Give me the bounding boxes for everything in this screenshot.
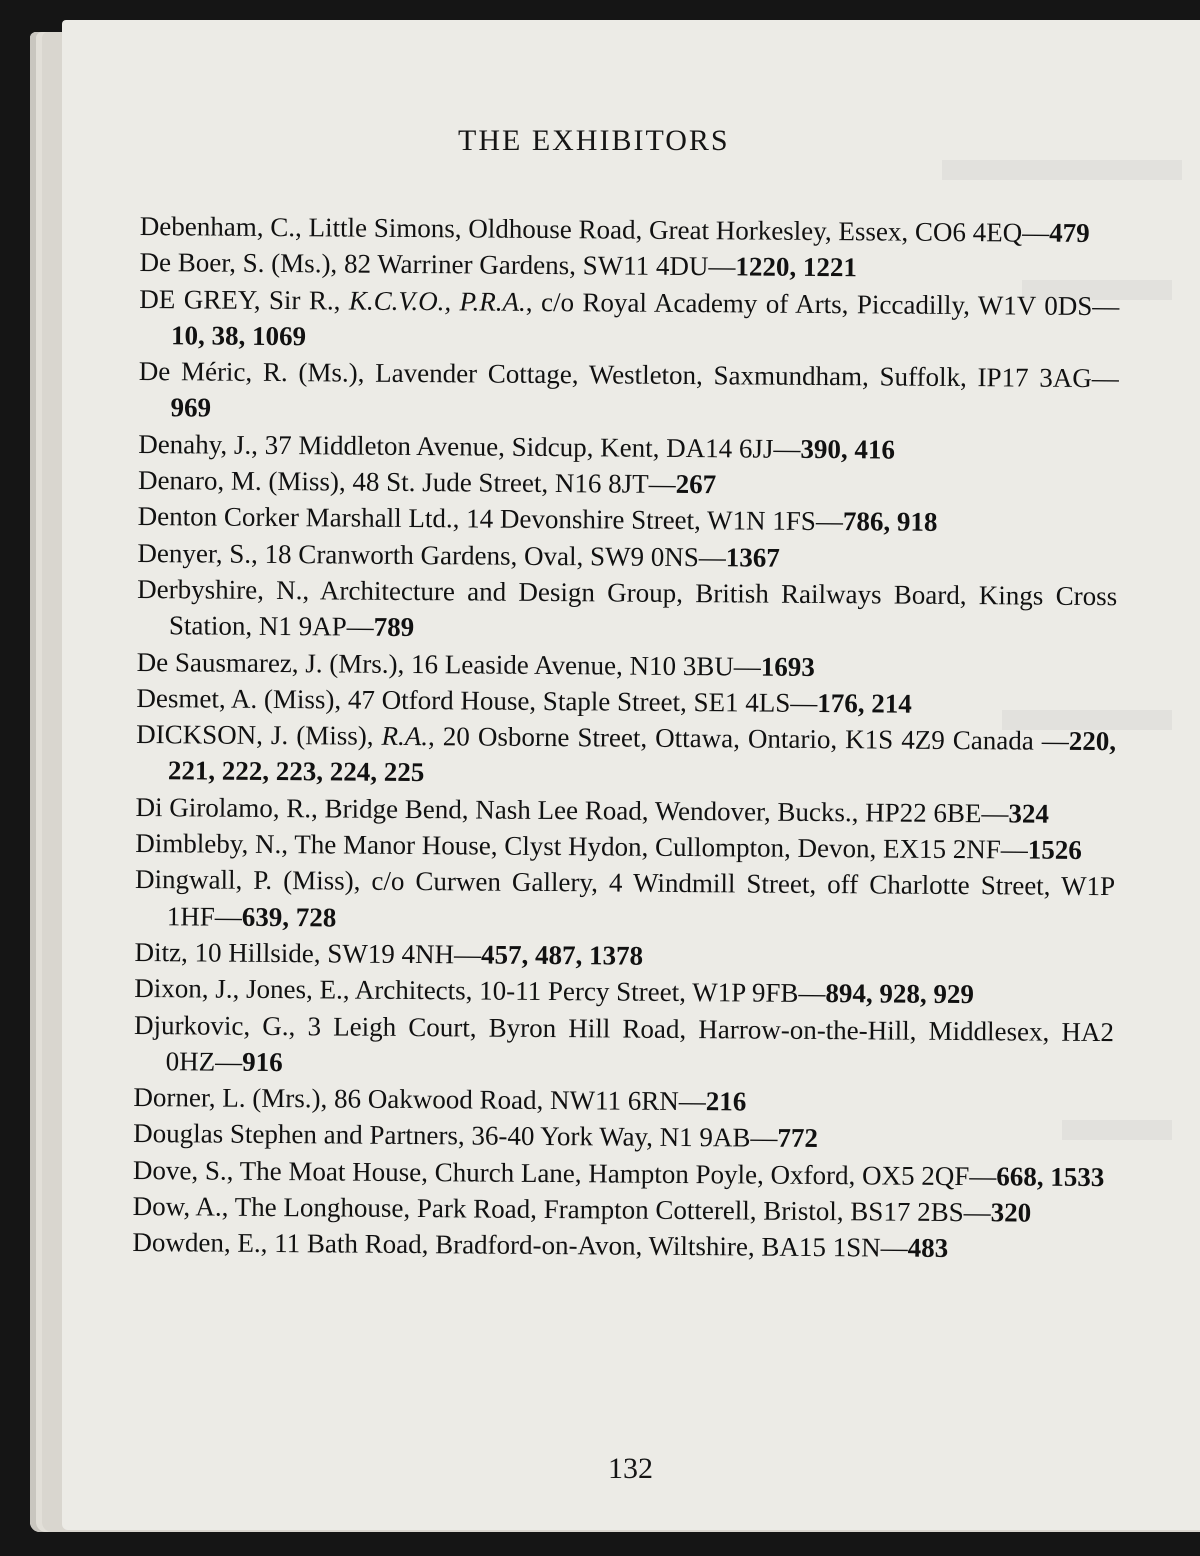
exhibitor-address: The Longhouse, Park Road, Frampton Cotterell, Bristol, BS17 2BS— [228,1191,991,1228]
exhibitor-entry [139,281,1120,361]
exhibitor-name: Denyer, S., [137,537,258,569]
exhibitor-entry [134,1007,1115,1087]
exhibitor-list [132,208,1120,1268]
exhibitor-address: c/o Curwen Gallery, 4 Windmill Street, off Charlotte Street, W1P 1HF— [166,865,1116,932]
exhibitor-address: 3 Leigh Court, Byron Hill Road, Harrow-on-the-Hill, Middlesex, HA2 0HZ— [165,1010,1115,1077]
exhibitor-honours: K.C.V.O., P.R.A. [340,285,526,317]
exhibitor-name: Denaro, M. (Miss), [137,465,346,497]
exhibitor-address: , c/o Royal Academy of Arts, Piccadilly, W1V 0DS— [525,286,1120,321]
exhibitor-address: 10 Hillside, SW19 4NH— [187,937,482,970]
exhibitor-address: 16 Leaside Avenue, N10 3BU— [404,648,761,682]
catalogue-numbers: 969 [170,392,212,424]
exhibitor-address: Architecture and Design Group, British Railways Board, Kings Cross Station, N1 9AP— [168,575,1118,642]
exhibitor-name: De Sausmarez, J. (Mrs.), [136,646,405,679]
exhibitor-name: Douglas Stephen and Partners, [133,1118,465,1151]
catalogue-numbers: 1220, 1221 [735,251,858,283]
exhibitor-address: Lavender Cottage, Westleton, Saxmundham, Suffolk, IP17 3AG— [364,357,1119,394]
exhibitor-address: 48 St. Jude Street, N16 8JT— [345,466,676,500]
catalogue-numbers: 668, 1533 [996,1161,1105,1192]
page-number: 132 [608,1452,653,1485]
catalogue-numbers: 267 [675,469,717,500]
catalogue-numbers: 479 [1049,217,1090,248]
exhibitor-address: 82 Warriner Gardens, SW11 4DU— [337,248,736,282]
show-through-shadow [942,160,1182,180]
exhibitor-address: Bridge Bend, Nash Lee Road, Wendover, Bucks., HP22 6BE— [317,793,1009,829]
exhibitor-entry [138,353,1119,433]
exhibitor-address: 10-11 Percy Street, W1P 9FB— [472,975,826,1009]
exhibitor-name: Denahy, J., [138,428,259,460]
exhibitor-name: Ditz, [134,936,188,968]
running-head: THE EXHIBITORS [458,124,730,157]
exhibitor-address: 86 Oakwood Road, NW11 6RN— [327,1083,706,1117]
exhibitor-name: De Boer, S. (Ms.), [139,247,338,279]
catalogue-numbers: 1693 [760,651,815,682]
exhibitor-name: Dorner, L. (Mrs.), [133,1082,328,1114]
catalogue-numbers: 639, 728 [241,901,337,933]
exhibitor-address: 14 Devonshire Street, W1N 1FS— [459,503,844,537]
exhibitor-name: Di Girolamo, R., [135,791,318,824]
exhibitor-name: Dove, S., [132,1154,234,1186]
exhibitor-address: 37 Middleton Avenue, Sidcup, Kent, DA14 6JJ— [257,429,801,464]
catalogue-numbers: 176, 214 [817,687,912,719]
catalogue-numbers: 10, 38, 1069 [170,320,307,352]
exhibitor-address: 18 Cranworth Gardens, Oval, SW9 0NS— [257,538,726,572]
exhibitor-name: Dixon, J., Jones, E., Architects, [134,973,473,1006]
catalogue-numbers: 894, 928, 929 [825,978,975,1010]
exhibitor-name: Dimbleby, N., [135,828,289,860]
exhibitor-name: Djurkovic, G., [133,1009,296,1041]
exhibitor-address: Little Simons, Oldhouse Road, Great Horkesley, Essex, CO6 4EQ— [301,212,1050,248]
exhibitor-entry [136,716,1117,796]
catalogue-numbers: 1526 [1027,834,1082,865]
exhibitor-name: Derbyshire, N., [137,573,310,606]
catalogue-numbers: 320 [990,1197,1032,1228]
exhibitor-name: Dingwall, P. (Miss), [134,864,361,896]
exhibitor-entry [135,861,1116,941]
catalogue-numbers: 789 [373,611,415,643]
exhibitor-address: 11 Bath Road, Bradford-on-Avon, Wiltshire, BA15 1SN— [267,1228,908,1263]
exhibitor-address: 36-40 York Way, N1 9AB— [464,1120,778,1154]
exhibitor-name: DICKSON, J. (Miss), [136,719,374,751]
exhibitor-name: Dow, A., [132,1190,229,1222]
exhibitor-honours: R.A. [373,720,429,752]
exhibitor-entry [132,1224,1112,1267]
exhibitor-name: De Méric, R. (Ms.), [138,356,365,388]
exhibitor-address: The Moat House, Church Lane, Hampton Poyle, Oxford, OX5 2QF— [233,1155,997,1192]
catalogue-numbers: 1367 [725,541,780,573]
catalogue-numbers: 220, 221, 222, 223, 224, 225 [167,725,1117,788]
catalogue-numbers: 483 [907,1232,949,1264]
exhibitor-address: The Manor House, Clyst Hydon, Cullompton, Devon, EX15 2NF— [287,829,1028,865]
catalogue-numbers: 457, 487, 1378 [480,939,644,971]
catalogue-numbers: 324 [1008,798,1050,829]
exhibitor-name: Desmet, A. (Miss), [136,682,342,715]
exhibitor-name: Debenham, C., [139,210,302,243]
catalogue-numbers: 916 [242,1046,283,1077]
catalogue-numbers: 772 [777,1123,819,1154]
exhibitor-name: Denton Corker Marshall Ltd., [137,501,460,534]
catalogue-numbers: 216 [705,1086,747,1117]
exhibitor-name: Dowden, E., [132,1227,268,1259]
exhibitor-address: 47 Otford House, Staple Street, SE1 4LS— [341,684,818,718]
exhibitor-address: , 20 Osborne Street, Ottawa, Ontario, K1S 4Z9 Canada — [427,721,1069,756]
exhibitor-entry [137,571,1118,651]
catalogue-numbers: 390, 416 [800,433,896,465]
catalogue-numbers: 786, 918 [842,506,938,538]
exhibitor-name: DE GREY, Sir R., [139,283,341,316]
